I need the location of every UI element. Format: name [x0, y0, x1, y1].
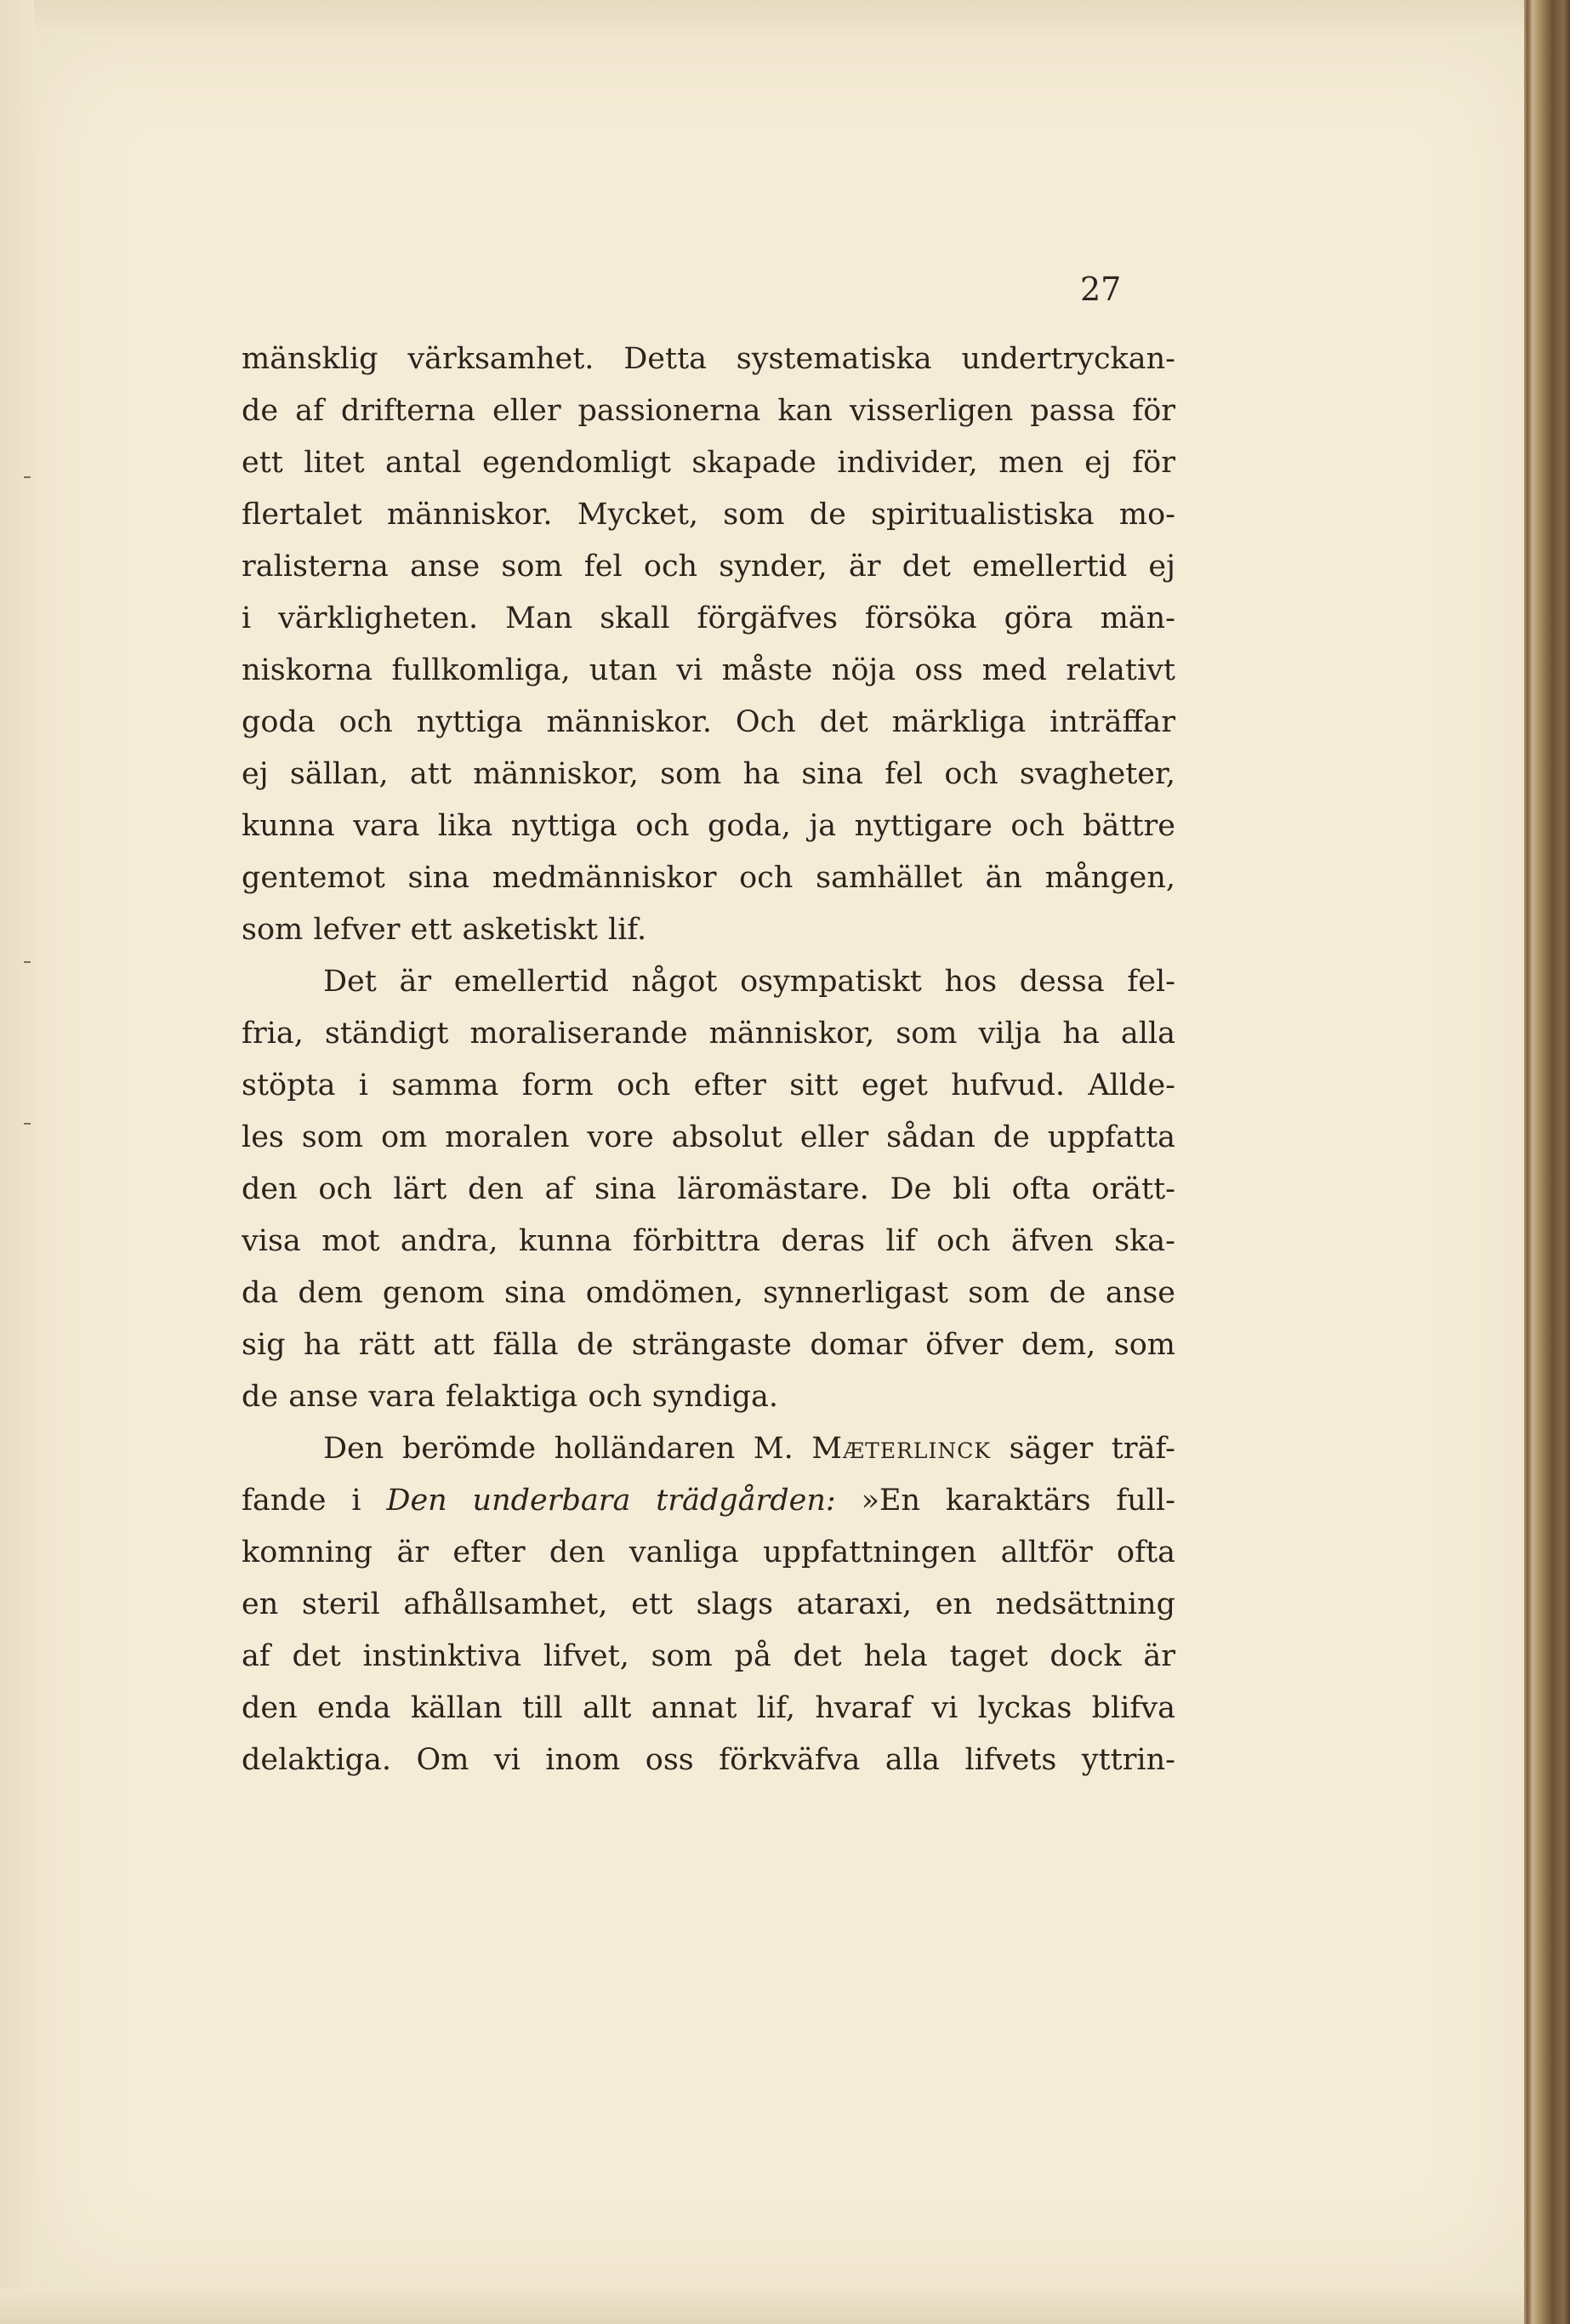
- text-line: visa mot andra, kunna förbittra deras lif och äfven ska-: [242, 1224, 1175, 1258]
- text-line: i värkligheten. Man skall förgäfves försöka göra män-: [242, 601, 1175, 635]
- text-fragment: Den berömde holländaren M.: [323, 1432, 794, 1466]
- text-line: af det instinktiva lifvet, som på det hela taget dock är: [242, 1639, 1175, 1673]
- text-line: flertalet människor. Mycket, som de spiritualistiska mo-: [242, 498, 1175, 532]
- text-line: ej sällan, att människor, som ha sina fel och svagheter,: [242, 757, 1175, 791]
- left-paper-edge: [0, 0, 34, 2324]
- book-title: Den underbara trädgården:: [386, 1484, 836, 1518]
- body-text: [242, 333, 1175, 1786]
- margin-mark: [24, 961, 31, 963]
- text-line: gentemot sina medmänniskor och samhället än mången,: [242, 861, 1175, 895]
- text-line: de anse vara felaktiga och syndiga.: [242, 1380, 779, 1414]
- text-line: goda och nyttiga människor. Och det märkliga inträffar: [242, 705, 1175, 739]
- text-line: sig ha rätt att fälla de strängaste domar öfver dem, som: [242, 1328, 1175, 1362]
- text-fragment: fande i: [242, 1484, 361, 1518]
- text-line: den och lärt den af sina läromästare. De bli ofta orätt-: [242, 1172, 1175, 1206]
- text-line: niskorna fullkomliga, utan vi måste nöja oss med relativt: [242, 653, 1175, 687]
- text-line: delaktiga. Om vi inom oss förkväfva alla lifvets yttrin-: [242, 1743, 1175, 1777]
- book-spine-edge: [1524, 0, 1570, 2324]
- bottom-paper-edge: [0, 2288, 1570, 2324]
- top-paper-edge: [0, 0, 1570, 37]
- text-line: stöpta i samma form och efter sitt eget hufvud. Allde-: [242, 1068, 1175, 1102]
- text-line: Det är emellertid något osympatiskt hos dessa fel-: [323, 965, 1175, 999]
- text-line: da dem genom sina omdömen, synnerligast som de anse: [242, 1276, 1175, 1310]
- text-line: ralisterna anse som fel och synder, är det emellertid ej: [242, 550, 1175, 584]
- text-line: komning är efter den vanliga uppfattningen alltför ofta: [242, 1535, 1175, 1569]
- text-line: [242, 1423, 1175, 1475]
- margin-mark: [24, 1123, 31, 1125]
- text-line: [242, 1475, 1175, 1527]
- margin-mark: [24, 476, 31, 478]
- text-line: kunna vara lika nyttiga och goda, ja nyttigare och bättre: [242, 809, 1175, 843]
- text-line: fria, ständigt moraliserande människor, som vilja ha alla: [242, 1017, 1175, 1051]
- text-line: ett litet antal egendomligt skapade individer, men ej för: [242, 446, 1175, 480]
- page-number: 27: [1080, 271, 1122, 308]
- text-line: en steril afhållsamhet, ett slags ataraxi, en nedsättning: [242, 1587, 1175, 1621]
- text-fragment: säger träf-: [1009, 1432, 1175, 1466]
- text-line: de af drifterna eller passionerna kan visserligen passa för: [242, 394, 1175, 428]
- author-name: Mæterlinck: [811, 1432, 992, 1466]
- text-line: les som om moralen vore absolut eller sådan de uppfatta: [242, 1120, 1175, 1154]
- text-fragment: »En karaktärs full-: [861, 1484, 1175, 1518]
- text-line: mänsklig värksamhet. Detta systematiska undertryckan-: [242, 342, 1175, 376]
- text-line: den enda källan till allt annat lif, hvaraf vi lyckas blifva: [242, 1691, 1175, 1725]
- text-line: som lefver ett asketiskt lif.: [242, 913, 647, 947]
